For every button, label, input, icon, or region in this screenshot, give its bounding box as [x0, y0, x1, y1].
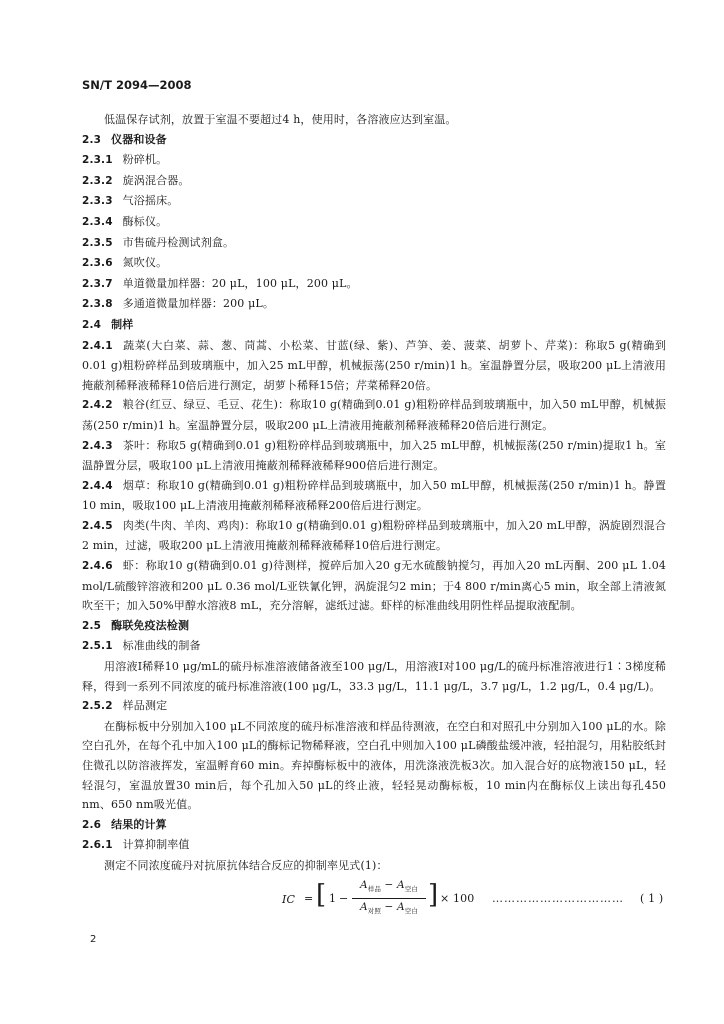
item-number: 2.4.3	[82, 439, 113, 452]
item-number: 2.3.5	[82, 236, 113, 249]
list-item	[82, 253, 666, 274]
formula-times: ×	[440, 891, 450, 905]
section-number: 2.6	[82, 818, 102, 831]
section-title: 标准曲线的制备	[122, 639, 201, 653]
list-item	[82, 191, 666, 212]
numerator-sub-sample: 样品	[367, 884, 382, 893]
sampling-item	[82, 516, 666, 556]
intro-line: 低温保存试剂，放置于室温不要超过4 h，使用时，各溶液应达到室温。	[104, 113, 457, 126]
item-number: 2.3.6	[82, 257, 113, 270]
section-title: 仪器和设备	[111, 132, 167, 146]
formula-one: 1	[329, 891, 337, 905]
list-item	[82, 294, 666, 315]
numerator-var: A	[359, 878, 368, 891]
standard-curve-paragraph: 用溶液Ⅰ稀释10 μg/mL的硫丹标准溶液储备液至100 μg/L，用溶液Ⅰ对100 μg/L的硫丹标准溶液进行1∶3梯度稀释，得到一系列不同浓度的硫丹标准溶液(100 μg/L，33.3 μg/L，11.1 μg/L，3.7 μg/L，1.2 μg/L，0.4 μg/L)。	[82, 660, 666, 693]
item-number: 2.4.6	[82, 560, 113, 573]
section-2-3-heading	[82, 130, 666, 151]
sampling-item	[82, 556, 666, 616]
section-title: 酶联免疫法检测	[111, 618, 190, 632]
formula-minus: −	[339, 891, 349, 905]
inhibition-formula	[82, 878, 666, 918]
section-2-6-heading	[82, 815, 666, 836]
sample-measurement-paragraph: 在酶标板中分别加入100 μL不同浓度的硫丹标准溶液和样品待测液，在空白和对照孔中分别加入100 μL的水。除空白孔外，在每个孔中加入100 μL的酶标记物稀释液，空白孔中则加入100 μL磷酸盐缓冲液，轻拍混匀，用粘胶纸封住微孔以防溶液挥发，室温孵育60 min。弃掉酶标板中的液体，用洗涤液洗板3次。加入混合好的底物液150 μL，轻轻混匀，室温放置30 min后，每个孔加入50 μL的终止液，轻轻晃动酶标板，10 min内在酶标仪上读出每孔450 nm、650 nm吸光值。	[82, 719, 666, 812]
item-text: 旋涡混合器。	[122, 173, 190, 187]
item-number: 2.3.2	[82, 174, 113, 187]
section-title: 制样	[111, 317, 134, 331]
section-2-5-1-heading	[82, 636, 666, 657]
item-text: 蔬菜(大白菜、蒜、葱、茼蒿、小松菜、甘蓝(绿、紫)、芦笋、姜、菠菜、胡萝卜、芹菜)：称取5 g(精确到0.01 g)粗粉碎样品到玻璃瓶中，加入25 mL甲醇，机械振荡(250 r/min)1 h。室温静置分层，吸取200 μL上清液用掩蔽剂稀释液稀释10倍后进行测定，胡萝卜稀释15倍；芹菜稀释20倍。	[82, 338, 666, 392]
section-number: 2.6.1	[82, 839, 113, 852]
list-item	[82, 233, 666, 254]
denominator-sub-blank: 空白	[404, 906, 418, 915]
list-item	[82, 274, 666, 295]
equipment-list	[82, 150, 666, 315]
section-title: 样品测定	[122, 699, 168, 713]
item-number: 2.4.1	[82, 339, 113, 352]
item-text: 市售硫丹检测试剂盒。	[122, 235, 235, 249]
equation-number: ( 1 )	[640, 891, 664, 905]
left-bracket-icon: [	[316, 879, 327, 910]
item-text: 单道微量加样器：20 μL，100 μL，200 μL。	[122, 276, 358, 290]
sampling-item	[82, 336, 666, 396]
item-number: 2.4.4	[82, 479, 113, 492]
sampling-item	[82, 395, 666, 435]
list-item	[82, 150, 666, 171]
section-number: 2.3	[82, 133, 102, 146]
item-text: 粮谷(红豆、绿豆、毛豆、花生)：称取10 g(精确到0.01 g)粗粉碎样品到玻璃瓶中，加入50 mL甲醇，机械振荡(250 r/min)1 h。室温静置分层，吸取200 μL上清液用掩蔽剂稀释液稀释20倍后进行测定。	[82, 398, 666, 432]
item-text: 多通道微量加样器：200 μL。	[122, 297, 275, 311]
fraction-numerator	[352, 878, 426, 897]
formula-fraction	[352, 878, 426, 919]
numerator-minus-var: − A	[381, 878, 405, 891]
document-body	[82, 110, 666, 918]
item-number: 2.3.7	[82, 277, 113, 290]
section-2-5-2-heading	[82, 696, 666, 717]
fraction-denominator	[352, 900, 426, 919]
denominator-minus-var: − A	[381, 900, 405, 913]
item-number: 2.3.8	[82, 298, 113, 311]
section-number: 2.5.1	[82, 640, 113, 653]
formula-leader-dots: ……………………………	[492, 891, 624, 905]
numerator-sub-blank: 空白	[404, 884, 418, 893]
section-2-6-1-heading	[82, 835, 666, 856]
fraction-bar	[352, 898, 426, 899]
sampling-list	[82, 336, 666, 616]
section-number: 2.5.2	[82, 700, 113, 713]
item-number: 2.4.5	[82, 519, 113, 532]
formula-lhs: IC	[282, 892, 296, 906]
page-number: 2	[90, 934, 97, 945]
item-text: 氮吹仪。	[122, 256, 168, 270]
list-item	[82, 212, 666, 233]
item-text: 茶叶：称取5 g(精确到0.01 g)粗粉碎样品到玻璃瓶中，加入25 mL甲醇，机械振荡(250 r/min)提取1 h。室温静置分层，吸取100 μL上清液用掩蔽剂稀释液稀释900倍后进行测定。	[82, 438, 666, 473]
section-2-4-heading	[82, 315, 666, 336]
denominator-var: A	[359, 900, 368, 913]
item-text: 虾：称取10 g(精确到0.01 g)待测样，搅碎后加入20 g无水硫酸钠搅匀，再加入20 mL丙酮、200 μL 1.04 mol/L硫酸锌溶液和200 μL 0.36 mol/L亚铁氰化钾，涡旋混匀2 min；于4 800 r/min离心5 min，取全部上清液氮吹至干；加入50%甲醇水溶液8 mL，充分溶解，滤纸过滤。虾样的标准曲线用阴性样品提取液配制。	[82, 559, 666, 613]
section-number: 2.4	[82, 318, 102, 331]
sampling-item	[82, 476, 666, 516]
right-bracket-icon: ]	[428, 879, 439, 910]
item-text: 酶标仪。	[122, 214, 168, 228]
formula-equals: =	[304, 891, 314, 905]
item-number: 2.3.1	[82, 154, 113, 167]
inhibition-rate-paragraph: 测定不同浓度硫丹对抗原抗体结合反应的抑制率见式(1)：	[104, 858, 388, 872]
standard-code-header: SN/T 2094—2008	[82, 78, 192, 92]
item-number: 2.4.2	[82, 399, 113, 412]
formula-hundred: 100	[453, 891, 475, 905]
item-text: 粉碎机。	[122, 153, 168, 167]
item-number: 2.3.4	[82, 215, 113, 228]
section-title: 计算抑制率值	[122, 838, 190, 852]
list-item	[82, 171, 666, 192]
item-number: 2.3.3	[82, 195, 113, 208]
denominator-sub-control: 对照	[367, 906, 382, 915]
item-text: 肉类(牛肉、羊肉、鸡肉)：称取10 g(精确到0.01 g)粗粉碎样品到玻璃瓶中，加入20 mL甲醇，涡旋剧烈混合2 min，过滤，吸取200 μL上清液用掩蔽剂稀释液稀释10倍后进行测定。	[82, 518, 666, 553]
item-text: 烟草：称取10 g(精确到0.01 g)粗粉碎样品到玻璃瓶中，加入50 mL甲醇，机械振荡(250 r/min)1 h。静置10 min，吸取100 μL上清液用掩蔽剂稀释液稀释200倍后进行测定。	[82, 478, 666, 513]
section-2-5-heading	[82, 616, 666, 637]
item-text: 气浴摇床。	[122, 194, 179, 208]
sampling-item	[82, 436, 666, 476]
section-number: 2.5	[82, 619, 102, 632]
section-title: 结果的计算	[111, 817, 167, 831]
